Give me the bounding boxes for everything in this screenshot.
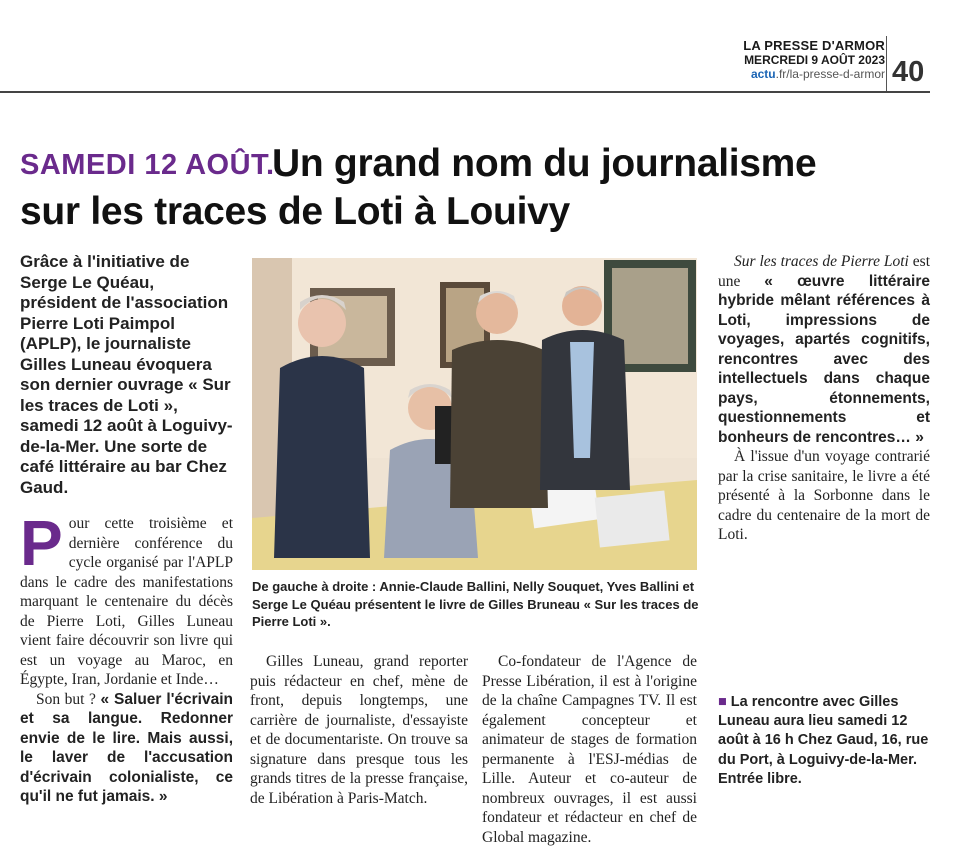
drop-cap: P bbox=[20, 507, 63, 579]
issue-date: MERCREDI 9 AOÛT 2023 bbox=[744, 53, 885, 67]
bullet-square-icon: ■ bbox=[718, 694, 727, 710]
website-url[interactable] bbox=[743, 67, 885, 81]
headline-line-1: Un grand nom du journalisme bbox=[272, 142, 817, 185]
masthead-divider bbox=[886, 36, 887, 92]
paragraph-3: Gilles Luneau, grand reporter puis rédacteur en chef, mène de front, depuis longtemps, une carrière de journaliste, d'essayiste et de documentariste. On trouve sa signature dans presque tous les grands titres de la presse française, de Libération à Paris-Match. bbox=[250, 653, 468, 807]
website-path: .fr/la-presse-d-armor bbox=[775, 67, 885, 81]
headline-line-2: sur les traces de Loti à Louivy bbox=[20, 190, 570, 233]
body-column-2 bbox=[250, 652, 468, 808]
masthead bbox=[743, 38, 885, 81]
photo-caption: De gauche à droite : Annie-Claude Ballini, Nelly Souquet, Yves Ballini et Serge Le Quéau présentent le livre de Gilles Bruneau « Sur les traces de Pierre Loti ». bbox=[252, 579, 699, 629]
body-column-4 bbox=[718, 252, 930, 545]
paragraph-6: À l'issue d'un voyage contrarié par la crise sanitaire, le livre a été présenté à la Sorbonne dans le cadre du centenaire de la mort de Loti. bbox=[718, 448, 930, 543]
headline-kicker: SAMEDI 12 AOÛT. bbox=[20, 149, 275, 181]
page-number: 40 bbox=[892, 56, 925, 88]
book-title: Sur les traces de Pierre Loti bbox=[734, 253, 909, 270]
website-brand: actu bbox=[750, 67, 776, 81]
body-column-1 bbox=[20, 507, 233, 807]
paragraph-2-lead: Son but ? bbox=[36, 690, 101, 708]
article-intro: Grâce à l'initiative de Serge Le Quéau, président de l'association Pierre Loti Paimpol (APLP), le journaliste Gilles Luneau évoquera son dernier ouvrage « Sur les traces de Loti », samedi 12 août à Loguivy-de-la-Mer. Une sorte de café littéraire au bar Chez Gaud. bbox=[20, 252, 233, 497]
event-info-text: La rencontre avec Gilles Luneau aura lieu samedi 12 août à 16 h Chez Gaud, 16, rue du Port, à Loguivy-de-la-Mer. Entrée libre. bbox=[718, 694, 929, 787]
book-description-quote: « œuvre littéraire hybride mêlant références à Loti, impressions de voyages, apartés cognitifs, rencontres avec des intellectuels dans chaque pays, étonnements, questionnements et bonheurs de rencontres… » bbox=[718, 272, 930, 446]
paragraph-1: our cette troisième et dernière conférence du cycle organisé par l'APLP dans le cadre des manifestations marquant le centenaire du décès de Pierre Loti, Gilles Luneau vient faire découvrir son livre qui est un voyage au Maroc, en Égypte, Iran, Jordanie et Inde… bbox=[20, 515, 233, 688]
paragraph-4: Co-fondateur de l'Agence de Presse Libération, il est à l'origine de la chaîne Campagnes TV. Il est également concepteur et animateur de stages de formation permanente à l'ESJ-médias de Lille. Auteur et co-auteur de nombreux ouvrages, il est aussi fondateur et rédacteur en chef de Global magazine. bbox=[482, 653, 697, 846]
header-rule bbox=[0, 91, 930, 93]
paragraph-5-mid: est une bbox=[718, 253, 931, 290]
photo-illustration bbox=[252, 258, 697, 570]
body-column-3 bbox=[482, 652, 697, 847]
event-info bbox=[718, 693, 930, 789]
newspaper-name: LA PRESSE D'ARMOR bbox=[743, 38, 885, 53]
article-photo bbox=[252, 258, 697, 570]
author-quote: « Saluer l'écrivain et sa langue. Redonner envie de le lire. Mais aussi, le laver de l'accusation d'écrivain colonialiste, ce qu'il ne fut jamais. » bbox=[20, 690, 233, 805]
